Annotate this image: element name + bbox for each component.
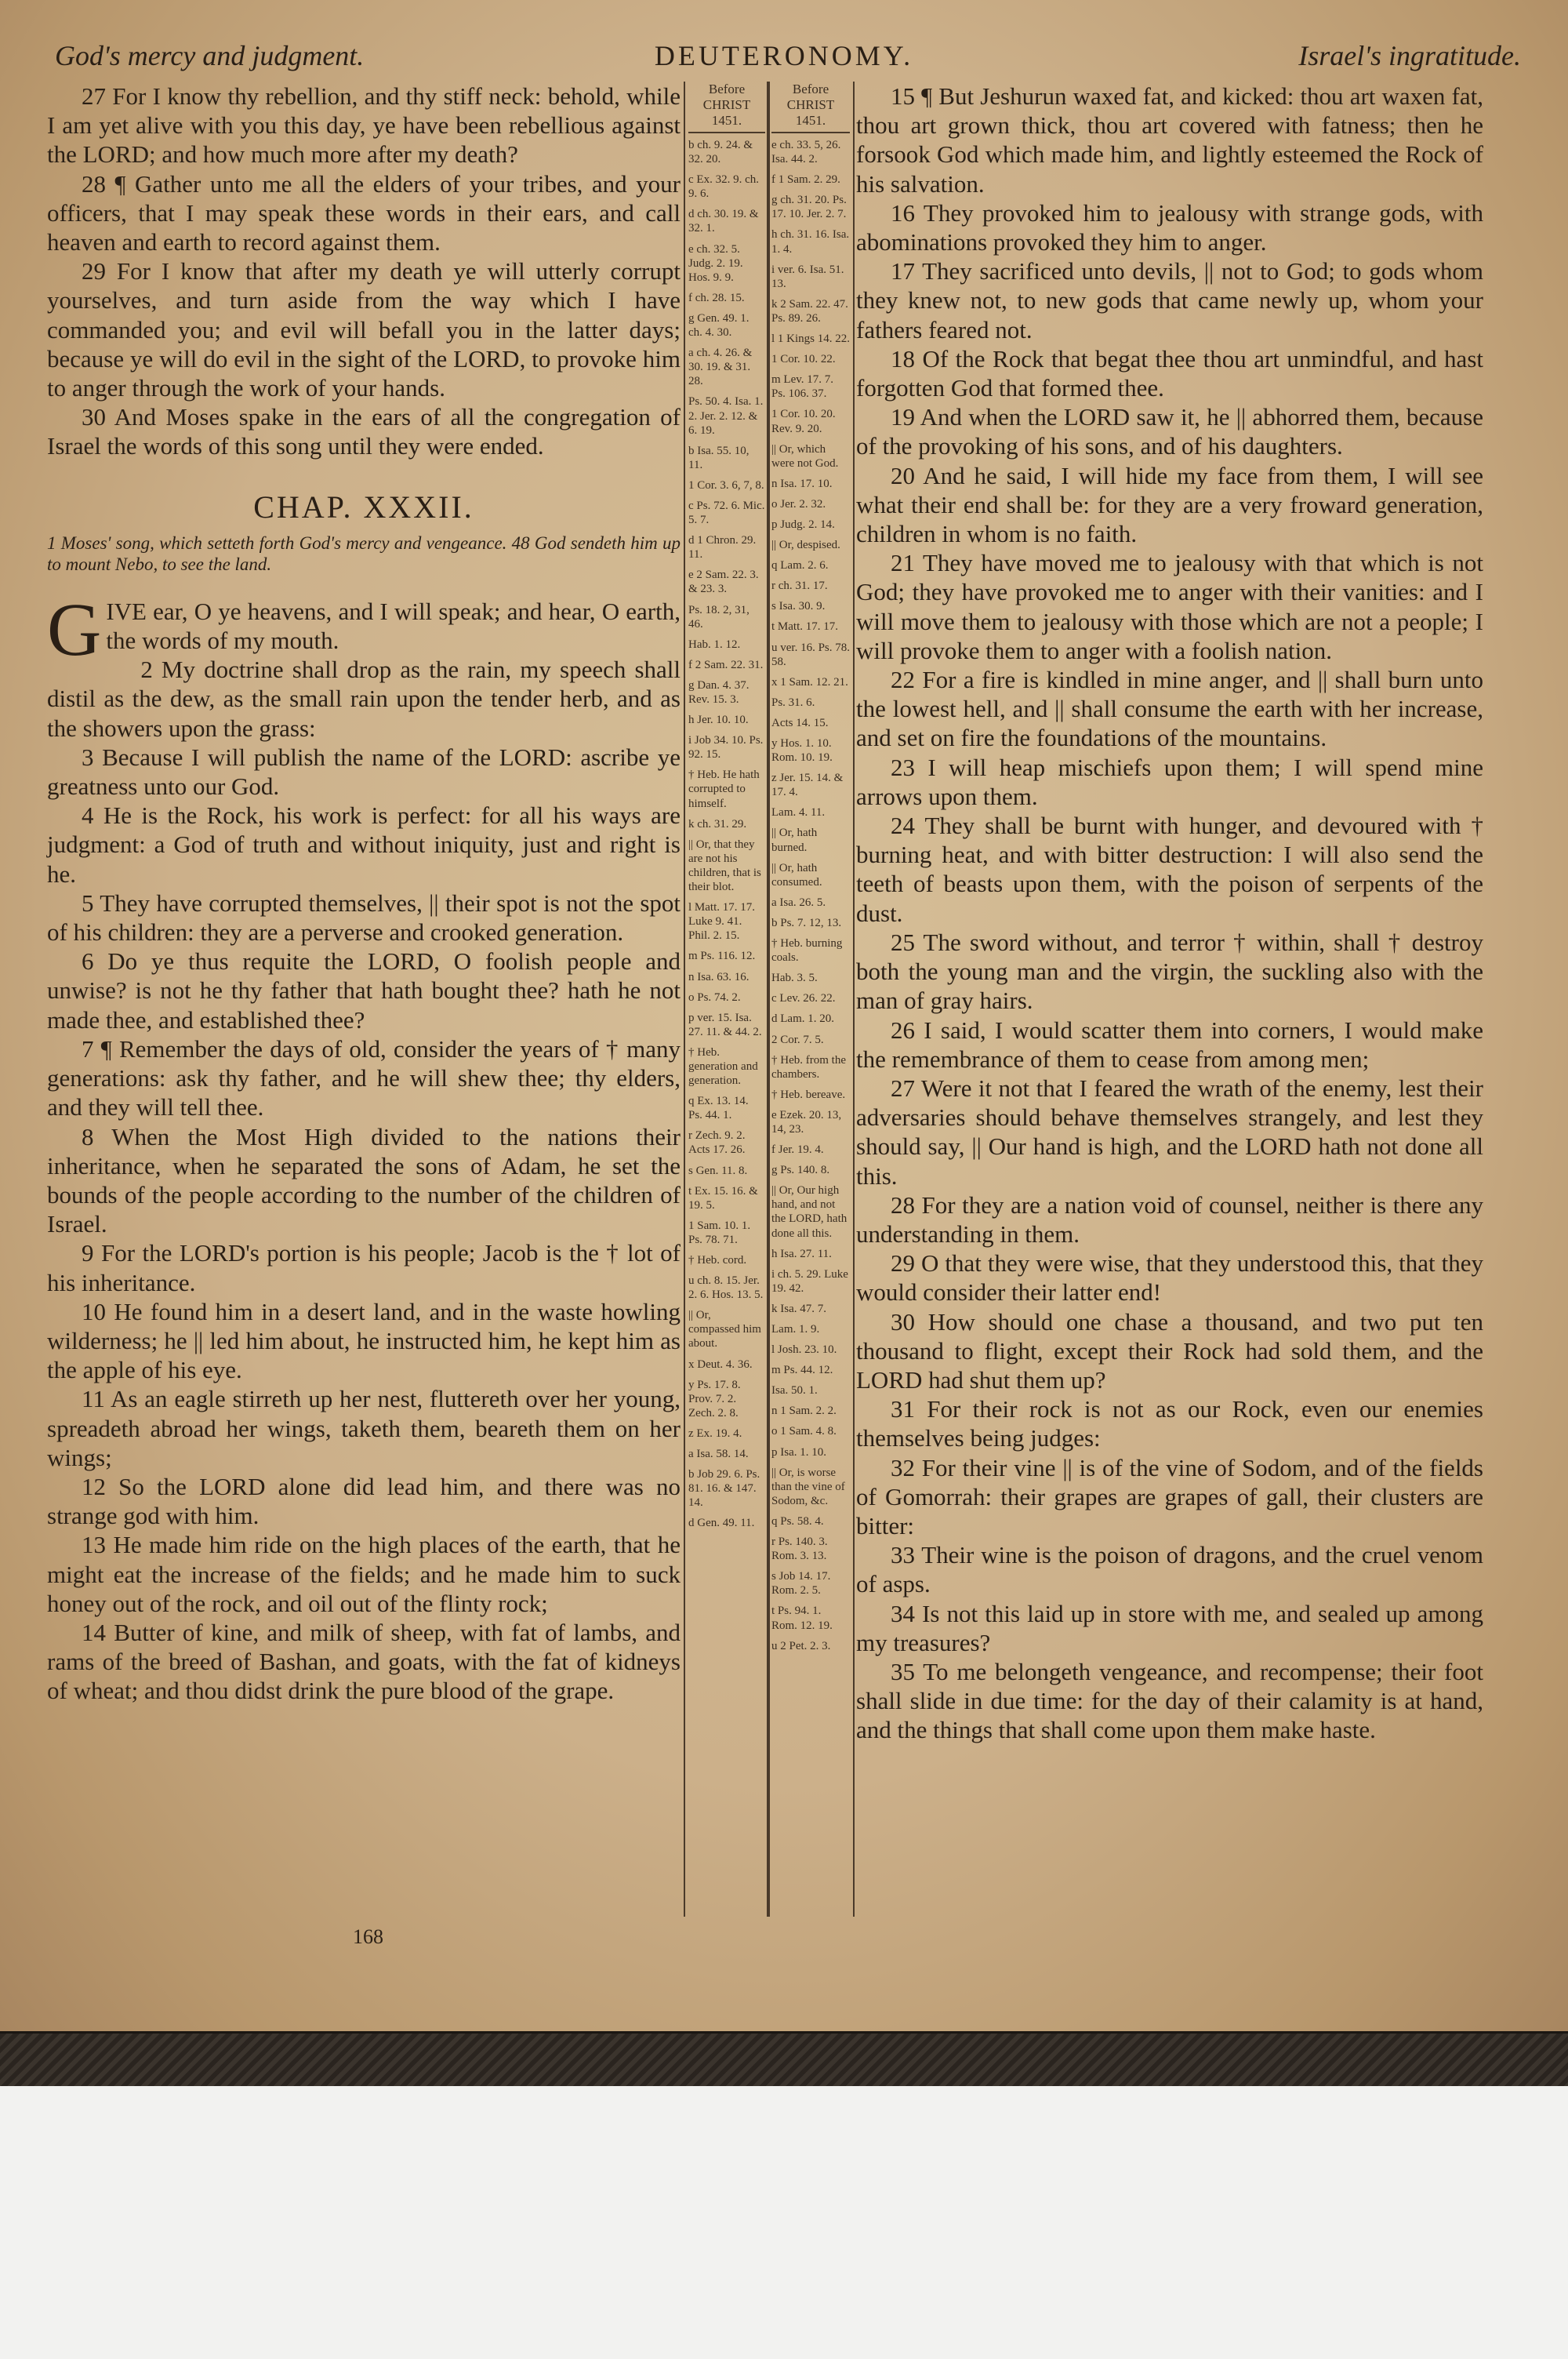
cross-reference: † Heb. He hath corrupted to himself. bbox=[688, 769, 760, 810]
cross-reference: k ch. 31. 29. bbox=[688, 817, 747, 831]
cross-reference: † Heb. from the chambers. bbox=[771, 1053, 846, 1081]
verse-paragraph: 7 ¶ Remember the days of old, consider the years of † many generations: ask thy father, and he will shew thee; thy elders, and they will tell thee. bbox=[47, 1034, 681, 1121]
drop-cap: G bbox=[47, 587, 102, 671]
verse-paragraph: 30 And Moses spake in the ears of all the congregation of Israel the words of this song until they were ended. bbox=[47, 403, 681, 460]
verses-right bbox=[856, 82, 1483, 1745]
verse-paragraph: 4 He is the Rock, his work is perfect: for all his ways are judgment: a God of truth and without iniquity, just and right is he. bbox=[47, 801, 681, 888]
cross-reference: a ch. 4. 26. & 30. 19. & 31. 28. bbox=[688, 347, 753, 388]
cross-reference: i ver. 6. Isa. 51. 13. bbox=[771, 263, 844, 290]
cross-reference: s Gen. 11. 8. bbox=[688, 1164, 748, 1177]
cross-reference: t Ex. 15. 16. & 19. 5. bbox=[688, 1184, 758, 1212]
verse-paragraph: 3 Because I will publish the name of the LORD: ascribe ye greatness unto our God. bbox=[47, 743, 681, 801]
cross-reference-column-2 bbox=[767, 82, 855, 1917]
verse-paragraph: 11 As an eagle stirreth up her nest, fluttereth over her young, spreadeth abroad her wings, taketh them, beareth them on her wings; bbox=[47, 1385, 681, 1471]
verses-before-chapter bbox=[47, 82, 681, 461]
left-text-column bbox=[47, 82, 681, 1706]
first-verse bbox=[47, 587, 681, 671]
cross-reference: c Ps. 72. 6. Mic. 5. 7. bbox=[688, 499, 765, 527]
cross-reference: q Lam. 2. 6. bbox=[771, 559, 829, 572]
cross-reference: f 1 Sam. 2. 29. bbox=[771, 173, 840, 187]
cross-reference: Ps. 18. 2, 31, 46. bbox=[688, 603, 750, 631]
running-header bbox=[47, 39, 1521, 78]
cross-reference: || Or, Our high hand, and not the LORD, hath done all this. bbox=[771, 1184, 848, 1240]
cross-reference: f ch. 28. 15. bbox=[688, 291, 745, 304]
cross-reference: 1 Sam. 10. 1. Ps. 78. 71. bbox=[688, 1219, 751, 1246]
verse-paragraph: 12 So the LORD alone did lead him, and there was no strange god with him. bbox=[47, 1472, 681, 1530]
cross-reference: n Isa. 17. 10. bbox=[771, 477, 833, 490]
verse-paragraph: 19 And when the LORD saw it, he || abhorred them, because of the provoking of his sons, and of his daughters. bbox=[856, 403, 1483, 460]
verse-paragraph: 27 For I know thy rebellion, and thy stiff neck: behold, while I am yet alive with you this day, ye have been rebellious against the LORD; and how much more after my death? bbox=[47, 82, 681, 169]
cross-reference: e ch. 33. 5, 26. Isa. 44. 2. bbox=[771, 139, 841, 166]
verse-paragraph: 8 When the Most High divided to the nations their inheritance, when he separated the sons of Adam, he set the bounds of the people according to the number of the children of Israel. bbox=[47, 1122, 681, 1238]
cross-reference: h ch. 31. 16. Isa. 1. 4. bbox=[771, 228, 850, 256]
verse-paragraph: 5 They have corrupted themselves, || their spot is not the spot of his children: they are a perverse and crooked generation. bbox=[47, 889, 681, 947]
cross-reference: u ver. 16. Ps. 78. 58. bbox=[771, 641, 851, 668]
cross-reference: k 2 Sam. 22. 47. Ps. 89. 26. bbox=[771, 297, 848, 325]
cross-reference: 2 Cor. 7. 5. bbox=[771, 1033, 824, 1046]
cross-reference: † Heb. generation and generation. bbox=[688, 1045, 758, 1088]
cross-reference: g Dan. 4. 37. Rev. 15. 3. bbox=[688, 678, 750, 706]
cross-reference: Isa. 50. 1. bbox=[771, 1384, 818, 1398]
cross-reference: z Ex. 19. 4. bbox=[688, 1427, 742, 1440]
cross-reference: s Isa. 30. 9. bbox=[771, 600, 826, 613]
verse-paragraph: 33 Their wine is the poison of dragons, and the cruel venom of asps. bbox=[856, 1541, 1483, 1598]
cross-reference: x 1 Sam. 12. 21. bbox=[771, 675, 848, 689]
verse-paragraph: 13 He made him ride on the high places of the earth, that he might eat the increase of the fields; and he made him to suck honey out of the rock, and oil out of the flinty rock; bbox=[47, 1531, 681, 1617]
cross-reference: || Or, compassed him about. bbox=[688, 1309, 761, 1350]
cross-reference: f Jer. 19. 4. bbox=[771, 1143, 824, 1157]
verse-paragraph: 9 For the LORD's portion is his people; Jacob is the † lot of his inheritance. bbox=[47, 1239, 681, 1296]
header-right: Israel's ingratitude. bbox=[1298, 40, 1521, 71]
ref-heading: Before CHRIST 1451. bbox=[771, 82, 850, 133]
verse-paragraph: 26 I said, I would scatter them into corners, I would make the remembrance of them to cease from among men; bbox=[856, 1016, 1483, 1073]
cross-reference: d Lam. 1. 20. bbox=[771, 1012, 834, 1026]
verse-paragraph: 27 Were it not that I feared the wrath of the enemy, lest their adversaries should behave themselves strangely, and lest they should say, || Our hand is high, and the LORD hath not done all this. bbox=[856, 1074, 1483, 1190]
ref-list bbox=[771, 138, 850, 1653]
cross-reference: b Job 29. 6. Ps. 81. 16. & 147. 14. bbox=[688, 1468, 760, 1510]
cross-reference: || Or, hath burned. bbox=[771, 827, 818, 854]
verse-paragraph: 24 They shall be burnt with hunger, and devoured with † burning heat, and with bitter destruction: I will also send the teeth of beasts upon them, with the poison of serpents of the dust. bbox=[856, 812, 1483, 927]
cross-reference: t Matt. 17. 17. bbox=[771, 620, 838, 634]
header-left: God's mercy and judgment. bbox=[55, 40, 365, 71]
cross-reference: e Ezek. 20. 13, 14, 23. bbox=[771, 1108, 842, 1136]
cross-reference: r Zech. 9. 2. Acts 17. 26. bbox=[688, 1129, 746, 1157]
cross-reference: u ch. 8. 15. Jer. 2. 6. Hos. 13. 5. bbox=[688, 1274, 764, 1302]
cross-reference: g ch. 31. 20. Ps. 17. 10. Jer. 2. 7. bbox=[771, 194, 847, 221]
verse-paragraph: 28 For they are a nation void of counsel, neither is there any understanding in them. bbox=[856, 1190, 1483, 1248]
cross-reference: || Or, which were not God. bbox=[771, 442, 839, 470]
cross-reference: || Or, is worse than the vine of Sodom, &c. bbox=[771, 1466, 845, 1507]
verse-paragraph: 35 To me belongeth vengeance, and recompense; their foot shall slide in due time: for the day of their calamity is at hand, and the things that shall come upon them make haste. bbox=[856, 1657, 1483, 1744]
cross-reference: || Or, hath consumed. bbox=[771, 861, 822, 889]
cross-reference: n 1 Sam. 2. 2. bbox=[771, 1405, 837, 1418]
cross-reference: Ps. 50. 4. Isa. 1. 2. Jer. 2. 12. & 6. 19. bbox=[688, 395, 764, 437]
cross-reference: r Ps. 140. 3. Rom. 3. 13. bbox=[771, 1536, 828, 1563]
cross-reference: y Ps. 17. 8. Prov. 7. 2. Zech. 2. 8. bbox=[688, 1378, 741, 1419]
verse-paragraph: 23 I will heap mischiefs upon them; I will spend mine arrows upon them. bbox=[856, 753, 1483, 810]
cross-reference: i ch. 5. 29. Luke 19. 42. bbox=[771, 1267, 848, 1295]
cross-reference: b Isa. 55. 10, 11. bbox=[688, 444, 750, 471]
first-verse-text: IVE ear, O ye heavens, and I will speak; and hear, O earth, the words of my mouth. bbox=[106, 597, 681, 655]
cross-reference: 1 Cor. 10. 22. bbox=[771, 353, 836, 366]
cross-reference: k Isa. 47. 7. bbox=[771, 1302, 826, 1315]
verse-paragraph: 31 For their rock is not as our Rock, even our enemies themselves being judges: bbox=[856, 1395, 1483, 1452]
cross-reference: u 2 Pet. 2. 3. bbox=[771, 1639, 831, 1652]
cross-reference: b ch. 9. 24. & 32. 20. bbox=[688, 139, 753, 166]
cross-reference: p Isa. 1. 10. bbox=[771, 1445, 826, 1459]
background-surface bbox=[0, 2086, 1568, 2359]
cross-reference: f 2 Sam. 22. 31. bbox=[688, 658, 764, 671]
page-number: 168 bbox=[353, 1925, 383, 1948]
verse-paragraph: 34 Is not this laid up in store with me, and sealed up among my treasures? bbox=[856, 1599, 1483, 1656]
cross-reference: b Ps. 7. 12, 13. bbox=[771, 916, 842, 929]
cross-reference: h Isa. 27. 11. bbox=[771, 1247, 832, 1260]
cross-reference: c Ex. 32. 9. ch. 9. 6. bbox=[688, 173, 759, 201]
cross-reference: Lam. 4. 11. bbox=[771, 806, 826, 820]
cross-reference: a Isa. 58. 14. bbox=[688, 1448, 749, 1461]
cross-reference: Hab. 1. 12. bbox=[688, 638, 741, 651]
verses-after-chapter bbox=[47, 655, 681, 1705]
cross-reference: p Judg. 2. 14. bbox=[771, 518, 835, 531]
cross-reference: || Or, that they are not his children, that is their blot. bbox=[688, 838, 761, 894]
cross-reference: p ver. 15. Isa. 27. 11. & 44. 2. bbox=[688, 1011, 762, 1038]
verse-paragraph: 18 Of the Rock that begat thee thou art unmindful, and hast forgotten God that formed thee. bbox=[856, 344, 1483, 402]
chapter-summary: 1 Moses' song, which setteth forth God's mercy and vengeance. 48 God sendeth him up to mount Nebo, to see the land. bbox=[47, 533, 681, 574]
verse-paragraph: 30 How should one chase a thousand, and two put ten thousand to flight, except their Rock had sold them, and the LORD had shut them up? bbox=[856, 1307, 1483, 1394]
cross-reference: r ch. 31. 17. bbox=[771, 580, 828, 593]
cross-reference: z Jer. 15. 14. & 17. 4. bbox=[771, 772, 844, 799]
cross-reference: 1 Cor. 3. 6, 7, 8. bbox=[688, 478, 764, 492]
cross-reference: o Jer. 2. 32. bbox=[771, 497, 826, 511]
verse-paragraph: 29 O that they were wise, that they understood this, that they would consider their latter end! bbox=[856, 1249, 1483, 1307]
cross-reference: l Josh. 23. 10. bbox=[771, 1343, 837, 1357]
verse-paragraph: 22 For a fire is kindled in mine anger, and || shall burn unto the lowest hell, and || shall consume the earth with her increase, and set on fire the foundations of the mountains. bbox=[856, 666, 1483, 752]
ref-heading: Before CHRIST 1451. bbox=[688, 82, 765, 133]
cross-reference: Lam. 1. 9. bbox=[771, 1323, 820, 1336]
cross-reference: || Or, despised. bbox=[771, 539, 840, 552]
verse-paragraph: 14 Butter of kine, and milk of sheep, with fat of lambs, and rams of the breed of Bashan, and goats, with the fat of kidneys of wheat; and thou didst drink the pure blood of the grape. bbox=[47, 1618, 681, 1705]
header-book-title: DEUTERONOMY. bbox=[654, 40, 914, 71]
cross-reference: q Ex. 13. 14. Ps. 44. 1. bbox=[688, 1095, 749, 1122]
cross-reference: 1 Cor. 10. 20. Rev. 9. 20. bbox=[771, 408, 836, 435]
cross-reference: t Ps. 94. 1. Rom. 12. 19. bbox=[771, 1605, 833, 1632]
cross-reference: d ch. 30. 19. & 32. 1. bbox=[688, 208, 759, 235]
book-binding-edge bbox=[0, 2031, 1568, 2090]
verse-paragraph: 29 For I know that after my death ye will utterly corrupt yourselves, and turn aside from the way which I have commanded you; and evil will befall you in the latter days; because ye will do evil in the sight of the LORD, to provoke him to anger through the work of your hands. bbox=[47, 257, 681, 402]
cross-reference: m Ps. 44. 12. bbox=[771, 1364, 833, 1377]
verse-paragraph: 10 He found him in a desert land, and in the waste howling wilderness; he || led him about, he instructed him, he kept him as the apple of his eye. bbox=[47, 1297, 681, 1384]
cross-reference: m Lev. 17. 7. Ps. 106. 37. bbox=[771, 373, 834, 401]
verse-paragraph: 6 Do ye thus requite the LORD, O foolish people and unwise? is not he thy father that hath bought thee? hath he not made thee, and established thee? bbox=[47, 947, 681, 1034]
cross-reference: h Jer. 10. 10. bbox=[688, 714, 749, 727]
cross-reference: l 1 Kings 14. 22. bbox=[771, 333, 851, 346]
cross-reference: Acts 14. 15. bbox=[771, 716, 829, 729]
cross-reference: e ch. 32. 5. Judg. 2. 19. Hos. 9. 9. bbox=[688, 242, 743, 284]
verse-paragraph: 32 For their vine || is of the vine of Sodom, and of the fields of Gomorrah: their grapes are grapes of gall, their clusters are bitter: bbox=[856, 1453, 1483, 1539]
ref-list bbox=[688, 138, 765, 1531]
cross-reference: d 1 Chron. 29. 11. bbox=[688, 534, 757, 562]
verse-paragraph: 21 They have moved me to jealousy with that which is not God; they have provoked me to anger with their vanities: and I will move them to jealousy with those which are not a people; I will provoke them to anger with a foolish nation. bbox=[856, 549, 1483, 664]
cross-reference: n Isa. 63. 16. bbox=[688, 970, 750, 983]
chapter-title: CHAP. XXXII. bbox=[253, 489, 474, 525]
cross-reference: d Gen. 49. 11. bbox=[688, 1517, 755, 1530]
verse-paragraph: 28 ¶ Gather unto me all the elders of your tribes, and your officers, that I may speak these words in their ears, and call heaven and earth to record against them. bbox=[47, 169, 681, 256]
cross-reference: a Isa. 26. 5. bbox=[771, 896, 826, 909]
verse-paragraph: 20 And he said, I will hide my face from them, I will see what their end shall be: for they are a very froward generation, children in whom is no faith. bbox=[856, 461, 1483, 548]
cross-reference: m Ps. 116. 12. bbox=[688, 950, 756, 963]
cross-reference: q Ps. 58. 4. bbox=[771, 1514, 824, 1528]
verse-paragraph: 25 The sword without, and terror † within, shall † destroy both the young man and the virgin, the suckling also with the man of gray hairs. bbox=[856, 928, 1483, 1015]
cross-reference: o 1 Sam. 4. 8. bbox=[771, 1425, 837, 1438]
cross-reference: c Lev. 26. 22. bbox=[771, 992, 836, 1005]
cross-reference: Hab. 3. 5. bbox=[771, 972, 818, 985]
verse-paragraph: 2 My doctrine shall drop as the rain, my speech shall distil as the dew, as the small rain upon the tender herb, and as the showers upon the grass: bbox=[47, 656, 681, 742]
cross-reference: † Heb. bereave. bbox=[771, 1088, 846, 1101]
verse-paragraph: 15 ¶ But Jeshurun waxed fat, and kicked: thou art waxen fat, thou art grown thick, thou art covered with fatness; then he forsook God which made him, and lightly esteemed the Rock of his salvation. bbox=[856, 82, 1483, 198]
cross-reference: i Job 34. 10. Ps. 92. 15. bbox=[688, 734, 764, 761]
cross-reference: o Ps. 74. 2. bbox=[688, 990, 741, 1004]
cross-reference: g Ps. 140. 8. bbox=[771, 1164, 830, 1177]
cross-reference: g Gen. 49. 1. ch. 4. 30. bbox=[688, 311, 750, 340]
cross-reference: e 2 Sam. 22. 3. & 23. 3. bbox=[688, 569, 759, 596]
cross-reference: x Deut. 4. 36. bbox=[688, 1358, 753, 1371]
cross-reference: s Job 14. 17. Rom. 2. 5. bbox=[771, 1570, 831, 1598]
cross-reference-column-1 bbox=[684, 82, 770, 1917]
cross-reference: † Heb. cord. bbox=[688, 1254, 747, 1267]
verse-paragraph: 16 They provoked him to jealousy with strange gods, with abominations provoked they him to anger. bbox=[856, 198, 1483, 256]
cross-reference: l Matt. 17. 17. Luke 9. 41. Phil. 2. 15. bbox=[688, 901, 755, 943]
cross-reference: Ps. 31. 6. bbox=[771, 696, 815, 709]
cross-reference: y Hos. 1. 10. Rom. 10. 19. bbox=[771, 737, 833, 765]
verse-paragraph: 17 They sacrificed unto devils, || not to God; to gods whom they knew not, to new gods that came newly up, whom your fathers feared not. bbox=[856, 257, 1483, 343]
right-text-column bbox=[856, 82, 1483, 1745]
cross-reference: † Heb. burning coals. bbox=[771, 937, 843, 965]
